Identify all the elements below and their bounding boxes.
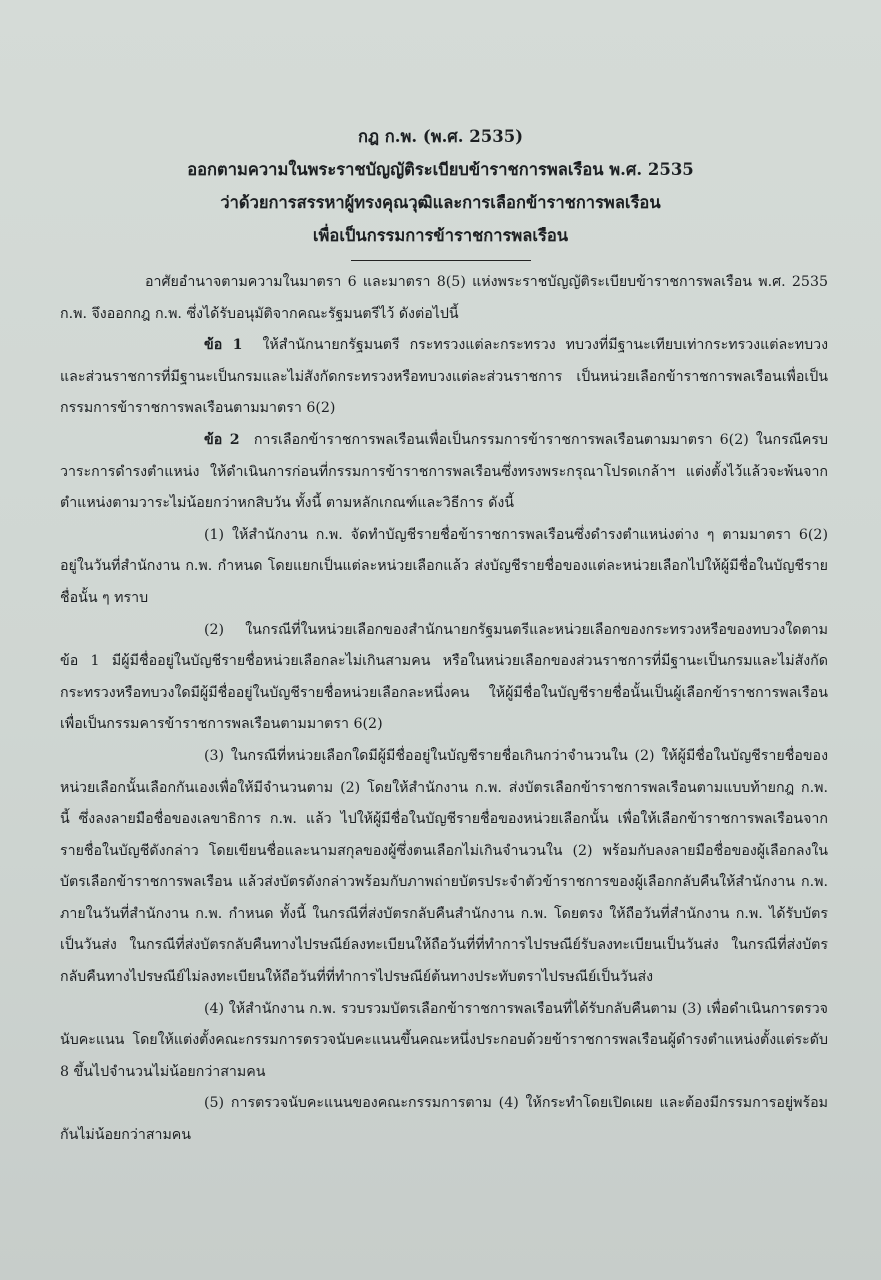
item-2-paragraph: (2) ในกรณีที่ในหน่วยเลือกของสำนักนายกรัฐมนตรีและหน่วยเลือกของกระทรวงหรือของทบวงใดตามข้อ 1 มีผู้มีชื่ออยู่ในบัญชีรายชื่อหน่วยเลือกละไม่เกินสามคน หรือในหน่วยเลือกของส่วนราชการที่มีฐานะเป็นกรมและไม่สังกัดกระทรวงหรือทบวงใดมีผู้มีชื่ออยู่ในบัญชีรายชื่อหน่วยเลือกละหนึ่งคน ให้ผู้มีชื่อในบัญชีรายชื่อนั้นเป็นผู้เลือกข้าราชการพลเรือนเพื่อเป็นกรรมคารข้าราชการพลเรือนตามมาตรา 6(2) [60, 621, 828, 733]
item-4-paragraph: (4) ให้สำนักงาน ก.พ. รวบรวมบัตรเลือกข้าราชการพลเรือนที่ได้รับกลับคืนตาม (3) เพื่อดำเนินการตรวจนับคะแนน โดยให้แต่งตั้งคณะกรรมการตรวจนับคะแนนขึ้นคณะหนึ่งประกอบด้วยข้าราชการพลเรือนผู้ดำรงตำแหน่งตั้งแต่ระดับ 8 ขึ้นไปจำนวนไม่น้อยกว่าสามคน [60, 1000, 828, 1080]
header-subtitle-subject: ว่าด้วยการสรรหาผู้ทรงคุณวุฒิและการเลือกข้าราชการพลเรือน [220, 193, 661, 212]
clause-2-label: ข้อ 2 [204, 431, 240, 448]
preamble-paragraph: อาศัยอำนาจตามความในมาตรา 6 และมาตรา 8(5) แห่งพระราชบัญญัติระเบียบข้าราชการพลเรือน พ.ศ. 2535 ก.พ. จึงออกกฎ ก.พ. ซึ่งได้รับอนุมัติจากคณะรัฐมนตรีไว้ ดังต่อไปนี้ [60, 274, 828, 322]
header-subtitle-purpose: เพื่อเป็นกรรมการข้าราชการพลเรือน [312, 226, 569, 245]
clause-2-text: การเลือกข้าราชการพลเรือนเพื่อเป็นกรรมการข้าราชการพลเรือนตามมาตรา 6(2) ในกรณีครบวาระการดำรงตำแหน่ง ให้ดำเนินการก่อนที่กรรมการข้าราชการพลเรือนซึ่งทรงพระกรุณาโปรดเกล้าฯ แต่งตั้งไว้แล้วจะพ้นจากตำแหน่งตามวาระไม่น้อยกว่าหกสิบวัน ทั้งนี้ ตามหลักเกณฑ์และวิธีการ ดังนี้ [60, 431, 828, 512]
item-3-paragraph: (3) ในกรณีที่หน่วยเลือกใดมีผู้มีชื่ออยู่ในบัญชีรายชื่อเกินกว่าจำนวนใน (2) ให้ผู้มีชื่อในบัญชีรายชื่อของหน่วยเลือกนั้นเลือกกันเองเพื่อให้มีจำนวนตาม (2) โดยให้สำนักงาน ก.พ. ส่งบัตรเลือกข้าราชการพลเรือนตามแบบท้ายกฎ ก.พ. นี้ ซึ่งลงลายมือชื่อของเลขาธิการ ก.พ. แล้ว ไปให้ผู้มีชื่อในบัญชีรายชื่อของหน่วยเลือกนั้น เพื่อให้เลือกข้าราชการพลเรือนจากรายชื่อในบัญชีดังกล่าว โดยเขียนชื่อและนามสกุลของผู้ซึ่งตนเลือกไม่เกินจำนวนใน (2) พร้อมกับลงลายมือชื่อของผู้เลือกลงในบัตรเลือกข้าราชการพลเรือน แล้วส่งบัตรดังกล่าวพร้อมกับภาพถ่ายบัตรประจำตัวข้าราชการของผู้เลือกกลับคืนให้สำนักงาน ก.พ. ภายในวันที่สำนักงาน ก.พ. กำหนด ทั้งนี้ ในกรณีที่ส่งบัตรกลับคืนสำนักงาน ก.พ. โดยตรง ให้ถือวันที่สำนักงาน ก.พ. ได้รับบัตรเป็นวันส่ง ในกรณีที่ส่งบัตรกลับคืนทางไปรษณีย์ลงทะเบียนให้ถือวันที่ที่ทำการไปรษณีย์รับลงทะเบียนเป็นวันส่ง ในกรณีที่ส่งบัตรกลับคืนทางไปรษณีย์ไม่ลงทะเบียนให้ถือวันที่ที่ทำการไปรษณีย์ต้นทางประทับตราไปรษณีย์เป็นวันส่ง [60, 747, 828, 986]
item-5-paragraph: (5) การตรวจนับคะแนนของคณะกรรมการตาม (4) ให้กระทำโดยเปิดเผย และต้องมีกรรมการอยู่พร้อมกันไม่น้อยกว่าสามคน [60, 1095, 828, 1144]
header-title: กฎ ก.พ. (พ.ศ. 2535) [357, 127, 524, 146]
header-divider [351, 260, 531, 261]
item-1-paragraph: (1) ให้สำนักงาน ก.พ. จัดทำบัญชีรายชื่อข้าราชการพลเรือนซึ่งดำรงตำแหน่งต่าง ๆ ตามมาตรา 6(2) อยู่ในวันที่สำนักงาน ก.พ. กำหนด โดยแยกเป็นแต่ละหน่วยเลือกแล้ว ส่งบัญชีรายชื่อของแต่ละหน่วยเลือกไปให้ผู้มีชื่อในบัญชีรายชื่อนั้น ๆ ทราบ [60, 526, 828, 606]
document-body [60, 267, 828, 1152]
clause-1-text: ให้สำนักนายกรัฐมนตรี กระทรวงแต่ละกระทรวง ทบวงที่มีฐานะเทียบเท่ากระทรวงแต่ละทบวง และส่วนราชการที่มีฐานะเป็นกรมและไม่สังกัดกระทรวงหรือทบวงแต่ละส่วนราชการ เป็นหน่วยเลือกข้าราชการพลเรือนเพื่อเป็นกรรมการข้าราชการพลเรือนตามมาตรา 6(2) [60, 337, 829, 417]
clause-1-label: ข้อ 1 [204, 337, 243, 354]
header-subtitle-act: ออกตามความในพระราชบัญญัติระเบียบข้าราชการพลเรือน พ.ศ. 2535 [187, 160, 694, 179]
document-header [51, 120, 831, 252]
clause-1-paragraph [60, 330, 828, 425]
clause-2-paragraph [60, 425, 828, 520]
